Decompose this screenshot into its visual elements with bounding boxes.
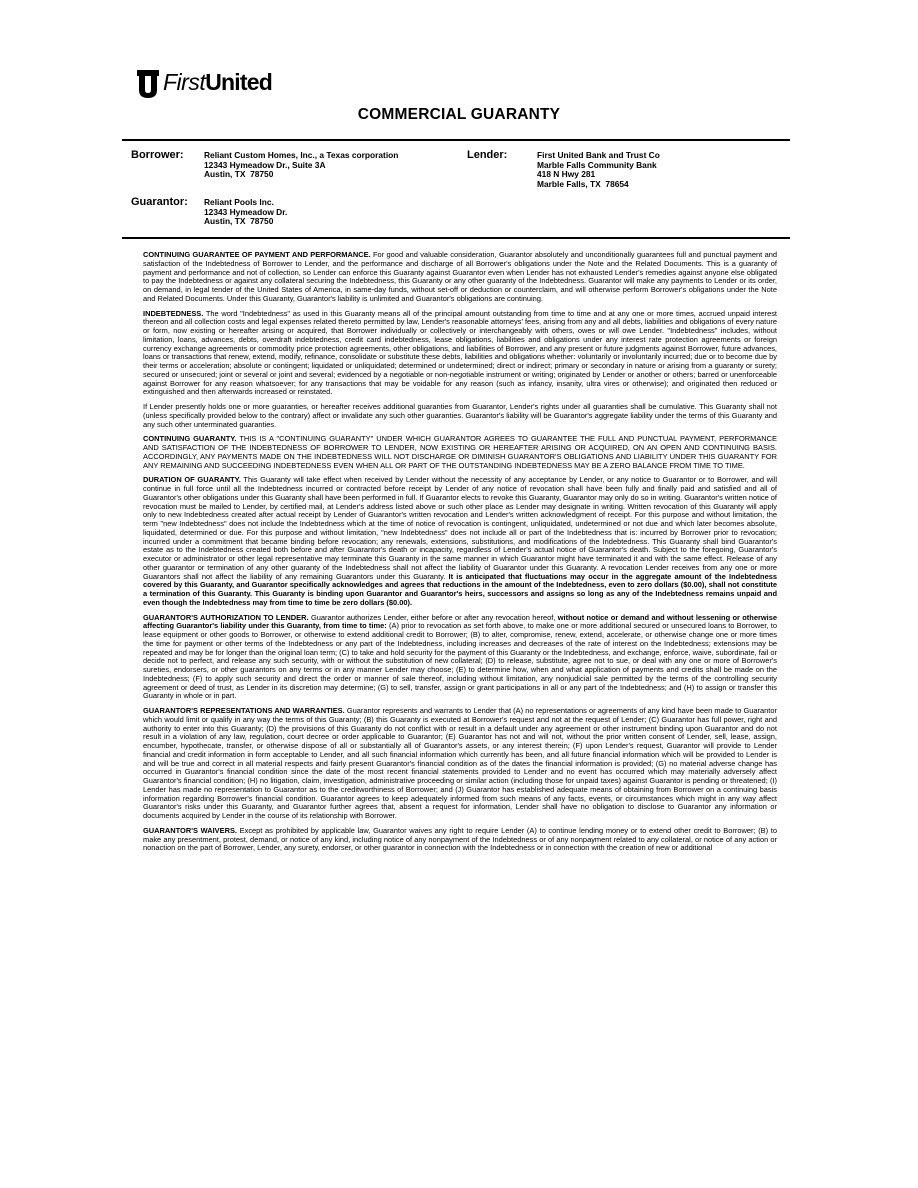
section-text: The word "Indebtedness" as used in this Guaranty means all of the principal amount outstanding from time to time and at any one or more times, accrued unpaid interest thereon and all collection costs and legal expenses related thereto permitted by law, Lender's reasonable attorneys' fees, arising from any and all debts, liabilities and obligations of every nature or form, now existing or hereafter arising or acquired, that Borrower individually or collectively or interchangeably with others, owes or will owe Lender. "Indebtedness" includes, without limitation, loans, advances, debts, overdraft indebtedness, credit card indebtedness, lease obligations, liabilities and obligations under any interest rate protection agreements or foreign currency exchange agreements or commodity price protection agreements, other obligations, and liabilities of Borrower, and any present or future judgments against Borrower, future advances, loans or transactions that renew, extend, modify, refinance, consolidate or substitute these debts, liabilities and obligations whether: voluntarily or involuntarily incurred; due or to become due by their terms or acceleration; absolute or contingent; liquidated or unliquidated; determined or undetermined; direct or indirect; primary or secondary in nature or arising from a guaranty or surety; secured or unsecured; joint or several or joint and several; evidenced by a negotiable or non-negotiable instrument or writing; originated by Lender or another or others; barred or unenforceable against Borrower for any reason whatsoever; for any transactions that may be voidable for any reason (such as infancy, insanity, ultra vires or otherwise); and originated then reduced or extinguished and then afterwards increased or reinstated. (143, 308, 778, 397)
section-heading: GUARANTOR'S AUTHORIZATION TO LENDER. (143, 612, 309, 622)
lender-line: 418 N Hwy 281 (537, 169, 596, 180)
first-united-logo-icon (137, 66, 159, 98)
lender-line: Marble Falls, TX 78654 (537, 178, 629, 189)
first-united-logo (137, 64, 272, 100)
section-cumulative-guaranties (143, 403, 777, 429)
guaranty-body (143, 251, 777, 859)
section-continuing-guaranty (143, 435, 777, 470)
section-text: (A) prior to revocation as set forth above, to make one or more additional secured or unsecured loans to Borrower, to lease equipment or other goods to Borrower, or otherwise to extend additional credit to Borrower; (B) to alter, compromise, renew, extend, accelerate, or otherwise change one or more times the time for payment or other terms of the Indebtedness or any part of the Indebtedness, including increases and decreases of the rate of interest on the Indebtedness; extensions may be repeated and may be for longer than the original loan term; (C) to take and hold security for the payment of this Guaranty or the Indebtedness, and exchange, enforce, waive, subordinate, fail or decide not to perfect, and release any such security, with or without the substitution of new collateral; (D) to release, substitute, agree not to sue, or deal with any one or more of Borrower's sureties, endorsers, or other guarantors on any terms or in any manner Lender may choose; (E) to determine how, when and what application of payments and credits shall be made on the Indebtedness; (F) to apply such security and direct the order or manner of sale thereof, including without limitation, any nonjudicial sale permitted by the terms of the controlling security agreement or deed of trust, as Lender in its discretion may determine; (G) to sell, transfer, assign or grant participations in all or any part of the Indebtedness; and (H) to assign or transfer this Guaranty in whole or in part. (143, 621, 777, 701)
borrower-line: Austin, TX 78750 (204, 169, 274, 180)
borrower-line: Reliant Custom Homes, Inc., a Texas corporation (204, 150, 399, 160)
logo-text-first: First (163, 68, 206, 95)
section-duration (143, 476, 777, 607)
section-text: This Guaranty will take effect when received by Lender without the necessity of any acceptance by Lender, or any notice to Guarantor or to Borrower, and will continue in full force until all the Indebtedness incurred or contracted before receipt by Lender of any notice of revocation shall have been fully and finally paid and satisfied and all of Guarantor's other obligations under this Guaranty shall have been performed in full. If Guarantor elects to revoke this Guaranty, Guarantor may only do so in writing. Guarantor's written notice of revocation must be mailed to Lender, by certified mail, at Lender's address listed above or such other place as Lender may designate in writing. Written revocation of this Guaranty will apply only to new Indebtedness created after actual receipt by Lender of Guarantor's written revocation and Lender's written acknowledgment of receipt. For this purpose and without limitation, the term "new Indebtedness" does not include the Indebtedness which at the time of notice of revocation is contingent, unliquidated, undetermined or not due and which later becomes absolute, liquidated, determined or due. For this purpose and without limitation, "new Indebtedness" does not include all or part of the Indebtedness that is: incurred by Borrower prior to revocation; incurred under a commitment that became binding before revocation; any renewals, extensions, substitutions, and modifications of the Indebtedness. This Guaranty shall bind Guarantor's estate as to the Indebtedness created both before and after Guarantor's death or incapacity, regardless of Lender's actual notice of Guarantor's death. Subject to the foregoing, Guarantor's executor or administrator or other legal representative may terminate this Guaranty in the same manner in which Guarantor might have terminated it and with the same effect. Release of any other guarantor or termination of any other guaranty of the Indebtedness shall not affect the liability of Guarantor under this Guaranty. A revocation Lender receives from any one or more Guarantors shall not affect the liability of any remaining Guarantors under this Guaranty. (143, 475, 778, 581)
section-text: For good and valuable consideration, Guarantor absolutely and unconditionally guarantees full and punctual payment and satisfaction of the Indebtedness of Borrower to Lender, and the performance and discharge of all Borrower's obligations under the Note and the Related Documents. This is a guaranty of payment and performance and not of collection, so Lender can enforce this Guaranty against Guarantor even when Lender has not exhausted Lender's remedies against anyone else obligated to pay the Indebtedness or against any collateral securing the Indebtedness, this Guaranty or any other guaranty of the Indebtedness. Guarantor will make any payments to Lender or its order, on demand, in legal tender of the United States of America, in same-day funds, without set-off or deduction or counterclaim, and will otherwise perform Borrower's obligations under the Note and Related Documents. Under this Guaranty, Guarantor's liability is unlimited and Guarantor's obligations are continuing. (143, 250, 777, 303)
guarantor-label: Guarantor: (131, 196, 188, 208)
section-text: Guarantor represents and warrants to Lender that (A) no representations or agreements of any kind have been made to Guarantor which would limit or qualify in any way the terms of this Guaranty; (B) this Guaranty is executed at Borrower's request and not at the request of Lender; (C) Guarantor has full power, right and authority to enter into this Guaranty; (D) the provisions of this Guaranty do not conflict with or result in a default under any agreement or other instrument binding upon Guarantor and do not result in a violation of any law, regulation, court decree or order applicable to Guarantor; (E) Guarantor has not and will not, without the prior written consent of Lender, sell, lease, assign, encumber, hypothecate, transfer, or otherwise dispose of all or substantially all of Guarantor's assets, or any interest therein; (F) upon Lender's request, Guarantor will provide to Lender financial and credit information in form acceptable to Lender, and all such financial information which currently has been, and all future financial information which will be provided to Lender is and will be true and correct in all material respects and fairly present Guarantor's financial condition as of the dates the financial information is provided; (G) no material adverse change has occurred in Guarantor's financial condition since the date of the most recent financial statements provided to Lender and no event has occurred which may materially adversely affect Guarantor's financial condition; (H) no litigation, claim, investigation, administrative proceeding or similar action (including those for unpaid taxes) against Guarantor is pending or threatened; (I) Lender has made no representation to Guarantor as to the creditworthiness of Borrower; and (J) Guarantor has established adequate means of obtaining from Borrower on a continuing basis information regarding Borrower's financial condition. Guarantor agrees to keep adequately informed from such means of any facts, events, or circumstances which might in any way affect Guarantor's risks under this Guaranty, and Guarantor further agrees that, absent a request for information, Lender shall have no obligation to disclose to Guarantor any information or documents acquired by Lender in the course of its relationship with Borrower. (143, 706, 777, 820)
borrower-address (204, 151, 398, 180)
guarantor-line: Reliant Pools Inc. (204, 197, 274, 207)
section-authorization (143, 614, 777, 702)
header-rule-bottom (122, 237, 790, 239)
section-representations (143, 707, 777, 821)
logo-text-united: United (205, 68, 272, 95)
section-heading: GUARANTOR'S WAIVERS. (143, 825, 237, 835)
section-heading: CONTINUING GUARANTEE OF PAYMENT AND PERFORMANCE. (143, 250, 371, 259)
section-continuing-guarantee (143, 251, 777, 304)
header-rule-top (122, 139, 790, 141)
section-text: Except as prohibited by applicable law, Guarantor waives any right to require Lender (A) to continue lending money or to extend other credit to Borrower; (B) to make any presentment, protest, demand, or notice of any kind, including notice of any nonpayment of the Indebtedness or of any nonpayment related to any collateral, or notice of any action or nonaction on the part of Borrower, Lender, any surety, endorser, or other guarantor in connection with the Indebtedness or in connection with the creation of new or additional (143, 825, 777, 853)
document-title: COMMERCIAL GUARANTY (357, 106, 561, 123)
section-heading: GUARANTOR'S REPRESENTATIONS AND WARRANTIES. (143, 706, 345, 715)
section-indebtedness (143, 310, 777, 398)
lender-line: First United Bank and Trust Co (537, 150, 660, 160)
section-heading: INDEBTEDNESS. (143, 308, 204, 318)
lender-line: Marble Falls Community Bank (537, 159, 657, 170)
section-waivers (143, 827, 777, 853)
section-text: THIS IS A "CONTINUING GUARANTY" UNDER WHICH GUARANTOR AGREES TO GUARANTEE THE FULL AND PUNCTUAL PAYMENT, PERFORMANCE AND SATISFACTION OF THE INDEBTEDNESS OF BORROWER TO LENDER, NOW EXISTING OR HEREAFTER ARISING OR ACQUIRED, ON AN OPEN AND CONTINUING BASIS. ACCORDINGLY, ANY PAYMENTS MADE ON THE INDEBTEDNESS WILL NOT DISCHARGE OR DIMINISH GUARANTOR'S OBLIGATIONS AND LIABILITY UNDER THIS GUARANTY FOR ANY REMAINING AND SUCCEEDING INDEBTEDNESS EVEN WHEN ALL OR PART OF THE OUTSTANDING INDEBTEDNESS MAY BE A ZERO BALANCE FROM TIME TO TIME. (143, 434, 777, 470)
borrower-label: Borrower: (131, 149, 184, 161)
section-text: If Lender presently holds one or more guaranties, or hereafter receives additional guaranties from Guarantor, Lender's rights under all guaranties shall be cumulative. This Guaranty shall not (unless specifically provided below to the contrary) affect or invalidate any such other guaranties. Guarantor's liability will be Guarantor's aggregate liability under the terms of this Guaranty and any such other unterminated guaranties. (143, 402, 777, 429)
section-bold-text: It is anticipated that fluctuations may occur in the aggregate amount of the Indebtedness covered by this Guaranty, and Guarantor specifically acknowledges and agrees that reductions in the amount of the Indebtedness, even to zero dollars ($0.00), shall not constitute a termination of this Guaranty. This Guaranty is binding upon Guarantor and Guarantor's heirs, successors and assigns so long as any of the Indebtedness remains unpaid and even though the Indebtedness may from time to time be zero dollars ($0.00). (143, 571, 777, 607)
section-bold-text: without notice or demand and without lessening or otherwise affecting Guarantor's liability under this Guaranty, from time to time: (143, 612, 777, 631)
section-heading: CONTINUING GUARANTY. (143, 434, 237, 444)
borrower-line: 12343 Hymeadow Dr., Suite 3A (204, 159, 326, 170)
guarantor-line: Austin, TX 78750 (204, 216, 274, 227)
guarantor-address (204, 198, 287, 227)
lender-label: Lender: (467, 149, 508, 161)
section-heading: DURATION OF GUARANTY. (143, 475, 241, 485)
guarantor-line: 12343 Hymeadow Dr. (204, 206, 288, 217)
section-text: Guarantor authorizes Lender, either before or after any revocation hereof, (310, 612, 556, 622)
lender-address (537, 151, 660, 189)
